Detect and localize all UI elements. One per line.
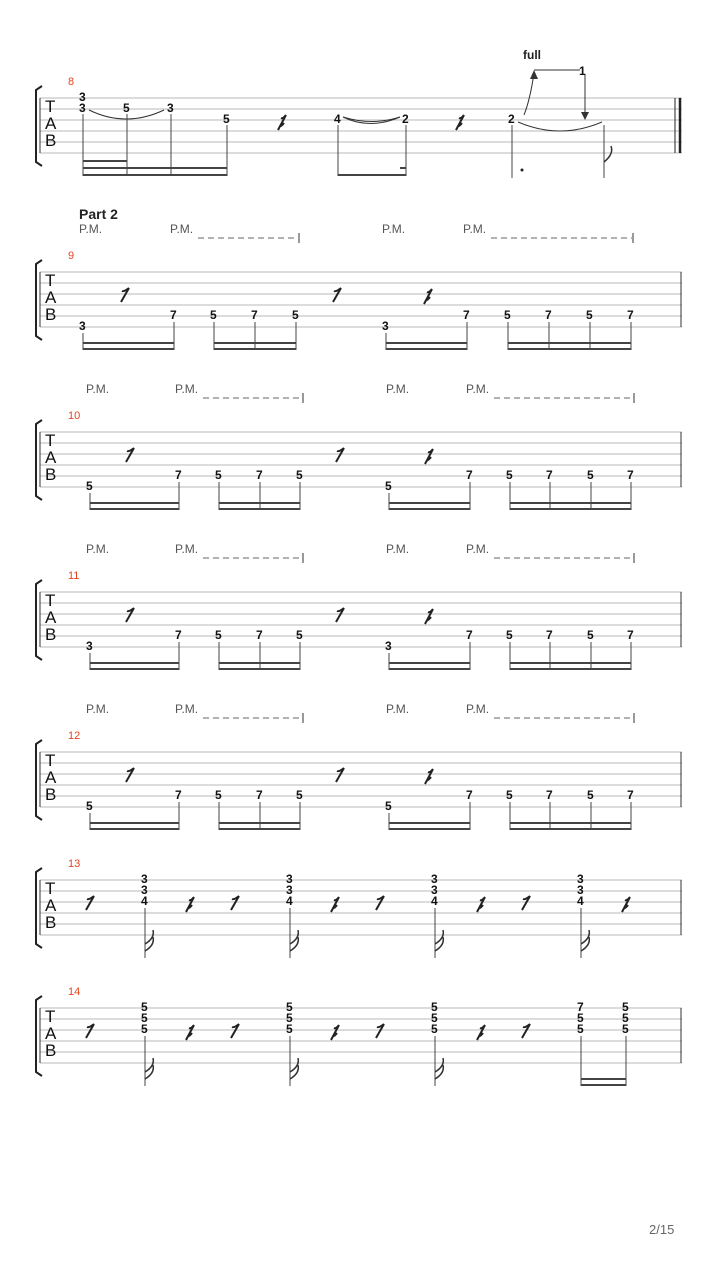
chord-fret: 5 — [431, 1022, 438, 1036]
palm-mute-label: P.M. — [466, 382, 490, 396]
measure-number: 8 — [68, 76, 75, 88]
fret-number: 7 — [251, 308, 258, 322]
fret-number: 7 — [627, 628, 634, 642]
chord-fret: 3 — [141, 872, 148, 886]
fret-number: 5 — [215, 468, 222, 482]
palm-mute-label: P.M. — [386, 542, 410, 556]
tab-letter-a: A — [45, 896, 57, 915]
system-measure-12 — [36, 702, 682, 830]
slur — [518, 122, 602, 131]
fret-number: 5 — [385, 479, 392, 493]
tab-letter-t: T — [45, 751, 56, 770]
tab-letter-a: A — [45, 448, 57, 467]
fret-number: 7 — [466, 468, 473, 482]
fret-number: 5 — [86, 479, 93, 493]
tab-letter-b: B — [45, 131, 57, 150]
palm-mute-label: P.M. — [382, 222, 406, 236]
palm-mute-label: P.M. — [79, 222, 103, 236]
chord-fret: 5 — [141, 1000, 148, 1014]
chord-fret: 5 — [577, 1022, 584, 1036]
chord-fret: 7 — [577, 1000, 584, 1014]
rest-eighth — [86, 1024, 94, 1038]
fret-number: 5 — [123, 101, 130, 115]
tab-letter-a: A — [45, 114, 57, 133]
chord-fret: 3 — [577, 883, 584, 897]
fret-number: 5 — [385, 799, 392, 813]
fret-number: 3 — [167, 101, 174, 115]
fret-number: 7 — [175, 788, 182, 802]
chord-fret: 5 — [577, 1011, 584, 1025]
fret-number: 5 — [223, 112, 230, 126]
fret-number: 7 — [546, 788, 553, 802]
measure-number: 13 — [68, 858, 81, 870]
palm-mute-label: P.M. — [386, 382, 410, 396]
fret-number: 5 — [587, 468, 594, 482]
fret-number: 5 — [215, 788, 222, 802]
rest-sixteenth — [186, 897, 194, 912]
fret-number: 4 — [334, 112, 341, 126]
palm-mute-label: P.M. — [175, 702, 199, 716]
rest-sixteenth — [425, 449, 433, 464]
chord-fret: 5 — [622, 1000, 629, 1014]
tab-letter-t: T — [45, 1007, 56, 1026]
tab-letter-t: T — [45, 271, 56, 290]
fret-number: 3 — [79, 319, 86, 333]
fret-number: 7 — [170, 308, 177, 322]
tab-letter-b: B — [45, 625, 57, 644]
fret-number: 7 — [546, 468, 553, 482]
palm-mute-label: P.M. — [386, 702, 410, 716]
rest-sixteenth — [425, 769, 433, 784]
fret-number: 7 — [256, 468, 263, 482]
rest-eighth — [336, 768, 344, 782]
measure-number: 14 — [68, 986, 81, 998]
rest-eighth — [121, 288, 129, 302]
rest-eighth — [231, 1024, 239, 1038]
fret-number: 7 — [466, 788, 473, 802]
chord-fret: 5 — [431, 1011, 438, 1025]
system-measure-8 — [36, 48, 682, 178]
rest-sixteenth — [456, 115, 464, 130]
measure-number: 9 — [68, 250, 75, 262]
measure-number: 11 — [68, 570, 80, 582]
fret-number: 7 — [627, 308, 634, 322]
rest-eighth — [522, 896, 530, 910]
tab-letter-b: B — [45, 785, 57, 804]
tab-letter-b: B — [45, 465, 57, 484]
fret-number: 3 — [79, 90, 86, 104]
fret-number: 5 — [296, 628, 303, 642]
fret-number: 5 — [296, 788, 303, 802]
chord-fret: 4 — [577, 894, 584, 908]
palm-mute-label: P.M. — [86, 702, 110, 716]
fret-number: 7 — [627, 468, 634, 482]
bend-amount-label: full — [523, 48, 541, 62]
system-measure-10 — [36, 382, 682, 510]
page-number: 2/15 — [649, 1222, 675, 1237]
rest-sixteenth — [331, 897, 339, 912]
chord-fret: 5 — [286, 1022, 293, 1036]
tab-letter-a: A — [45, 288, 57, 307]
rest-sixteenth — [278, 115, 286, 130]
measure-number: 10 — [68, 410, 81, 422]
fret-number: 5 — [506, 628, 513, 642]
tab-letter-t: T — [45, 591, 56, 610]
rest-eighth — [376, 896, 384, 910]
tab-letter-b: B — [45, 913, 57, 932]
tab-letter-t: T — [45, 431, 56, 450]
fret-number: 3 — [385, 639, 392, 653]
rest-sixteenth — [331, 1025, 339, 1040]
fret-number: 2 — [402, 112, 409, 126]
chord-fret: 3 — [286, 883, 293, 897]
fret-number: 7 — [175, 468, 182, 482]
chord-fret: 5 — [622, 1022, 629, 1036]
chord-fret: 5 — [431, 1000, 438, 1014]
system-measure-11 — [36, 542, 682, 670]
rest-eighth — [336, 448, 344, 462]
chord-fret: 3 — [431, 883, 438, 897]
fret-number: 7 — [463, 308, 470, 322]
fret-number: 2 — [508, 112, 515, 126]
staff-lines — [40, 98, 682, 153]
palm-mute-label: P.M. — [175, 542, 199, 556]
chord-fret: 5 — [286, 1000, 293, 1014]
fret-number: 5 — [296, 468, 303, 482]
rest-eighth — [333, 288, 341, 302]
measure-number: 12 — [68, 730, 81, 742]
palm-mute-label: P.M. — [466, 542, 490, 556]
fret-number: 3 — [382, 319, 389, 333]
rest-sixteenth — [622, 897, 630, 912]
chord-fret: 5 — [141, 1011, 148, 1025]
rest-eighth — [522, 1024, 530, 1038]
rest-sixteenth — [477, 897, 485, 912]
chord-fret: 5 — [622, 1011, 629, 1025]
tab-letter-a: A — [45, 768, 57, 787]
chord-fret: 3 — [431, 872, 438, 886]
tab-letter-b: B — [45, 305, 57, 324]
rest-eighth — [126, 608, 134, 622]
chord-fret: 4 — [431, 894, 438, 908]
fret-number: 5 — [292, 308, 299, 322]
fret-number: 5 — [587, 788, 594, 802]
rest-eighth — [126, 448, 134, 462]
palm-mute-label: P.M. — [170, 222, 194, 236]
rest-sixteenth — [477, 1025, 485, 1040]
palm-mute-label: P.M. — [466, 702, 490, 716]
tab-letter-b: B — [45, 1041, 57, 1060]
fret-number: 7 — [256, 788, 263, 802]
fret-number: 5 — [587, 628, 594, 642]
fret-number: 7 — [546, 628, 553, 642]
chord-fret: 3 — [577, 872, 584, 886]
tab-letter-a: A — [45, 1024, 57, 1043]
fret-number: 5 — [504, 308, 511, 322]
rest-eighth — [126, 768, 134, 782]
rest-sixteenth — [425, 609, 433, 624]
fret-number: 5 — [86, 799, 93, 813]
fret-number: 5 — [210, 308, 217, 322]
system-measure-14 — [36, 986, 682, 1086]
chord-fret: 4 — [286, 894, 293, 908]
chord-fret: 5 — [286, 1011, 293, 1025]
fret-number: 5 — [506, 468, 513, 482]
rest-eighth — [376, 1024, 384, 1038]
fret-number: 7 — [466, 628, 473, 642]
fret-number: 5 — [215, 628, 222, 642]
fret-number: 7 — [627, 788, 634, 802]
fret-number: 7 — [545, 308, 552, 322]
tab-letter-t: T — [45, 879, 56, 898]
chord-fret: 3 — [141, 883, 148, 897]
rest-sixteenth — [186, 1025, 194, 1040]
fret-number: 7 — [175, 628, 182, 642]
rest-eighth — [231, 896, 239, 910]
chord-fret: 4 — [141, 894, 148, 908]
rest-eighth — [86, 896, 94, 910]
system-measure-9 — [36, 222, 682, 350]
tab-letter-a: A — [45, 608, 57, 627]
chord-fret: 3 — [286, 872, 293, 886]
fret-number: 3 — [79, 101, 86, 115]
rest-eighth — [336, 608, 344, 622]
palm-mute-label: P.M. — [175, 382, 199, 396]
fret-number: 3 — [86, 639, 93, 653]
fret-number: 7 — [256, 628, 263, 642]
palm-mute-label: P.M. — [86, 542, 110, 556]
chord-fret: 5 — [141, 1022, 148, 1036]
rest-sixteenth — [424, 289, 432, 304]
fret-number: 5 — [586, 308, 593, 322]
section-label: Part 2 — [79, 206, 118, 222]
palm-mute-label: P.M. — [463, 222, 487, 236]
fret-number: 5 — [506, 788, 513, 802]
system-measure-13 — [36, 858, 682, 958]
tab-letter-t: T — [45, 97, 56, 116]
palm-mute-label: P.M. — [86, 382, 110, 396]
bend-release-fret: 1 — [579, 64, 586, 78]
